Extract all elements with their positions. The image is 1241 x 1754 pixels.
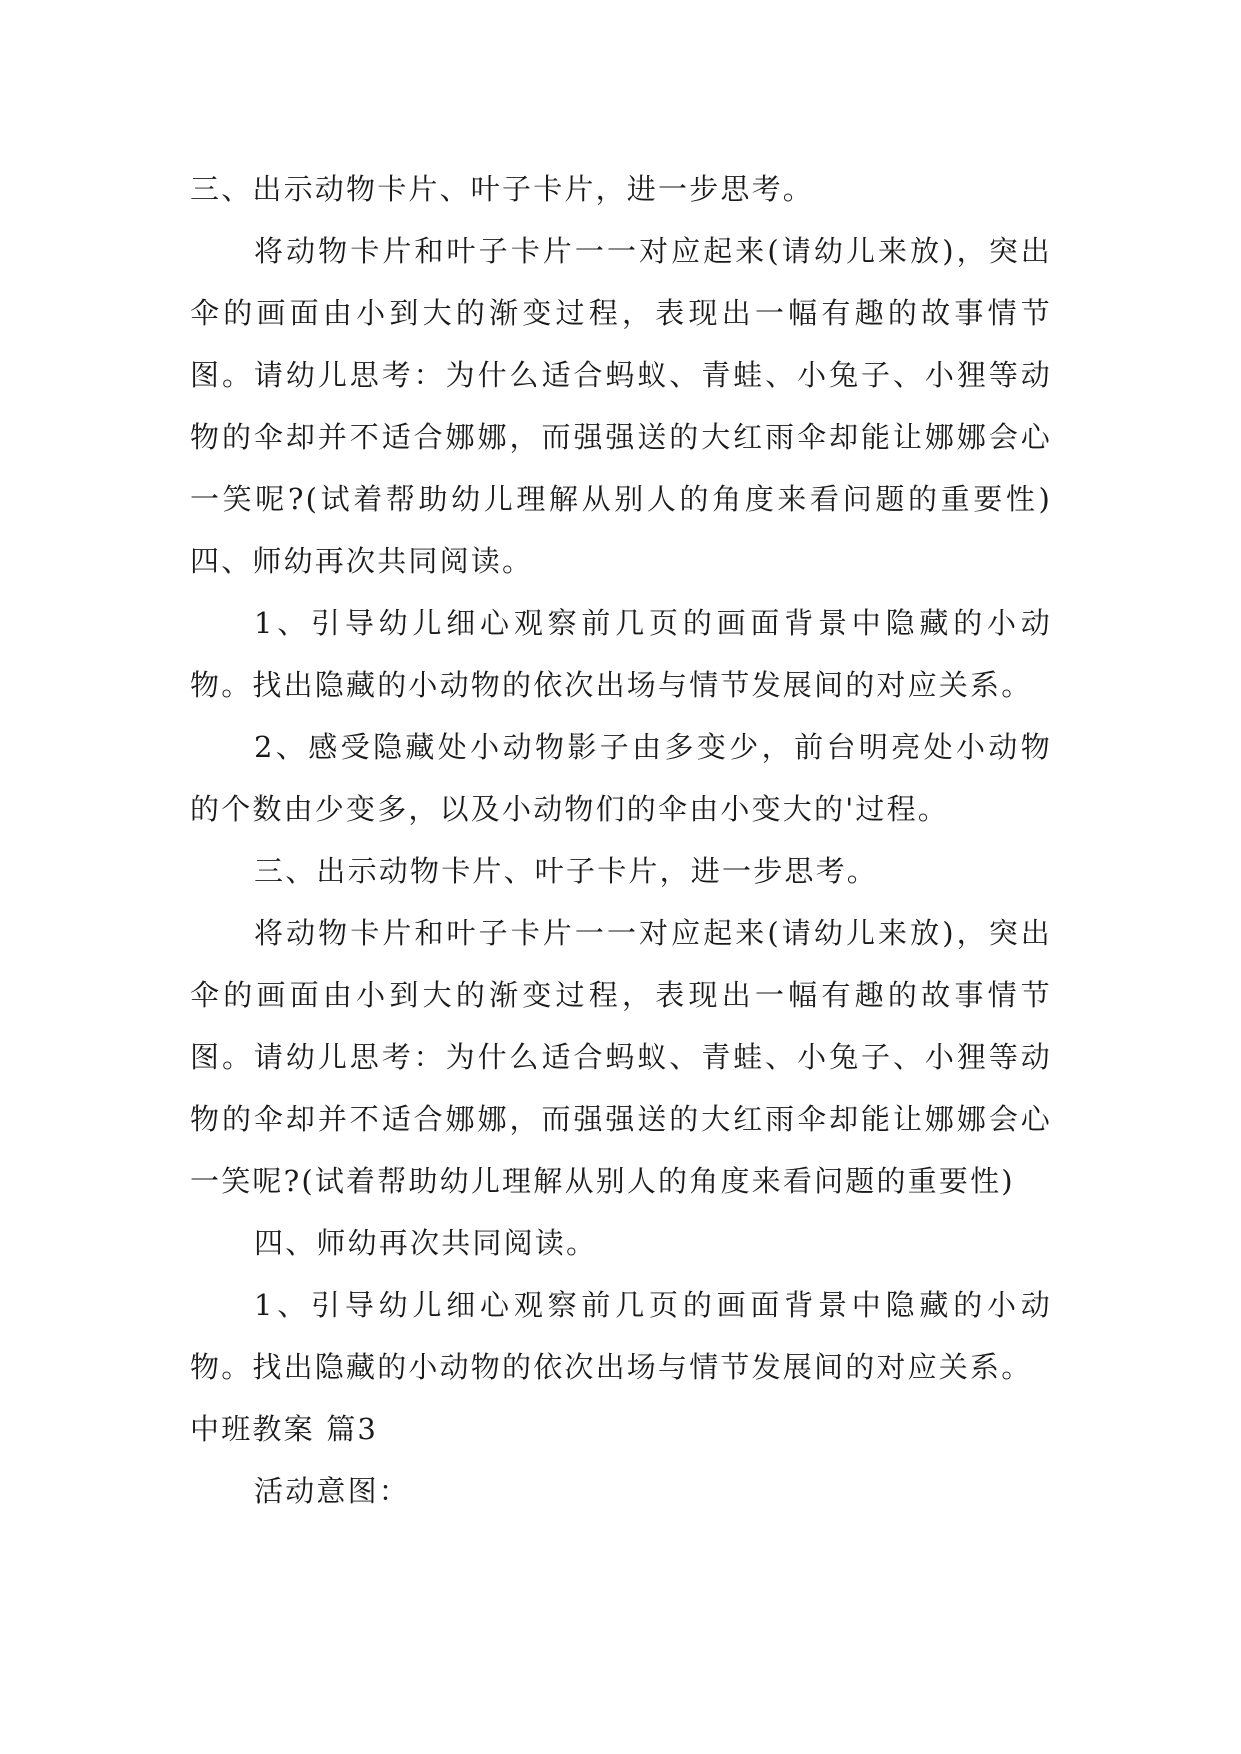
paragraph-step-three-repeat: 三、出示动物卡片、叶子卡片，进一步思考。	[254, 854, 879, 888]
paragraph-step-four: 四、师幼再次共同阅读。	[254, 1226, 598, 1260]
paragraph-step-three-heading: 三、出示动物卡片、叶子卡片，进一步思考。	[190, 172, 815, 206]
paragraph-observe-hidden-animals: 1、引导幼儿细心观察前几页的画面背景中隐藏的小动物。找出隐藏的小动物的依次出场与情节发展间的对应关系。	[190, 606, 1052, 702]
section-heading: 中班教案 篇3	[190, 1412, 379, 1446]
paragraph-observe-hidden-animals-repeat: 1、引导幼儿细心观察前几页的画面背景中隐藏的小动物。找出隐藏的小动物的依次出场与情节发展间的对应关系。	[190, 1288, 1052, 1384]
paragraph-activity-intent: 活动意图：	[254, 1474, 411, 1508]
paragraph-card-matching: 将动物卡片和叶子卡片一一对应起来(请幼儿来放)，突出伞的画面由小到大的渐变过程，表现出一幅有趣的故事情节图。请幼儿思考：为什么适合蚂蚁、青蛙、小兔子、小狸等动物的伞却并不适合娜娜，而强强送的大红雨伞却能让娜娜会心一笑呢?(试着帮助幼儿理解从别人的角度来看问题的重要性)四、师幼再次共同阅读。	[190, 234, 1052, 578]
paragraph-shadow-changes: 2、感受隐藏处小动物影子由多变少，前台明亮处小动物的个数由少变多，以及小动物们的伞由小变大的'过程。	[190, 730, 1052, 826]
paragraph-card-matching-repeat: 将动物卡片和叶子卡片一一对应起来(请幼儿来放)，突出伞的画面由小到大的渐变过程，表现出一幅有趣的故事情节图。请幼儿思考：为什么适合蚂蚁、青蛙、小兔子、小狸等动物的伞却并不适合娜娜，而强强送的大红雨伞却能让娜娜会心一笑呢?(试着帮助幼儿理解从别人的角度来看问题的重要性)	[190, 916, 1052, 1198]
document-body	[190, 158, 1052, 1522]
